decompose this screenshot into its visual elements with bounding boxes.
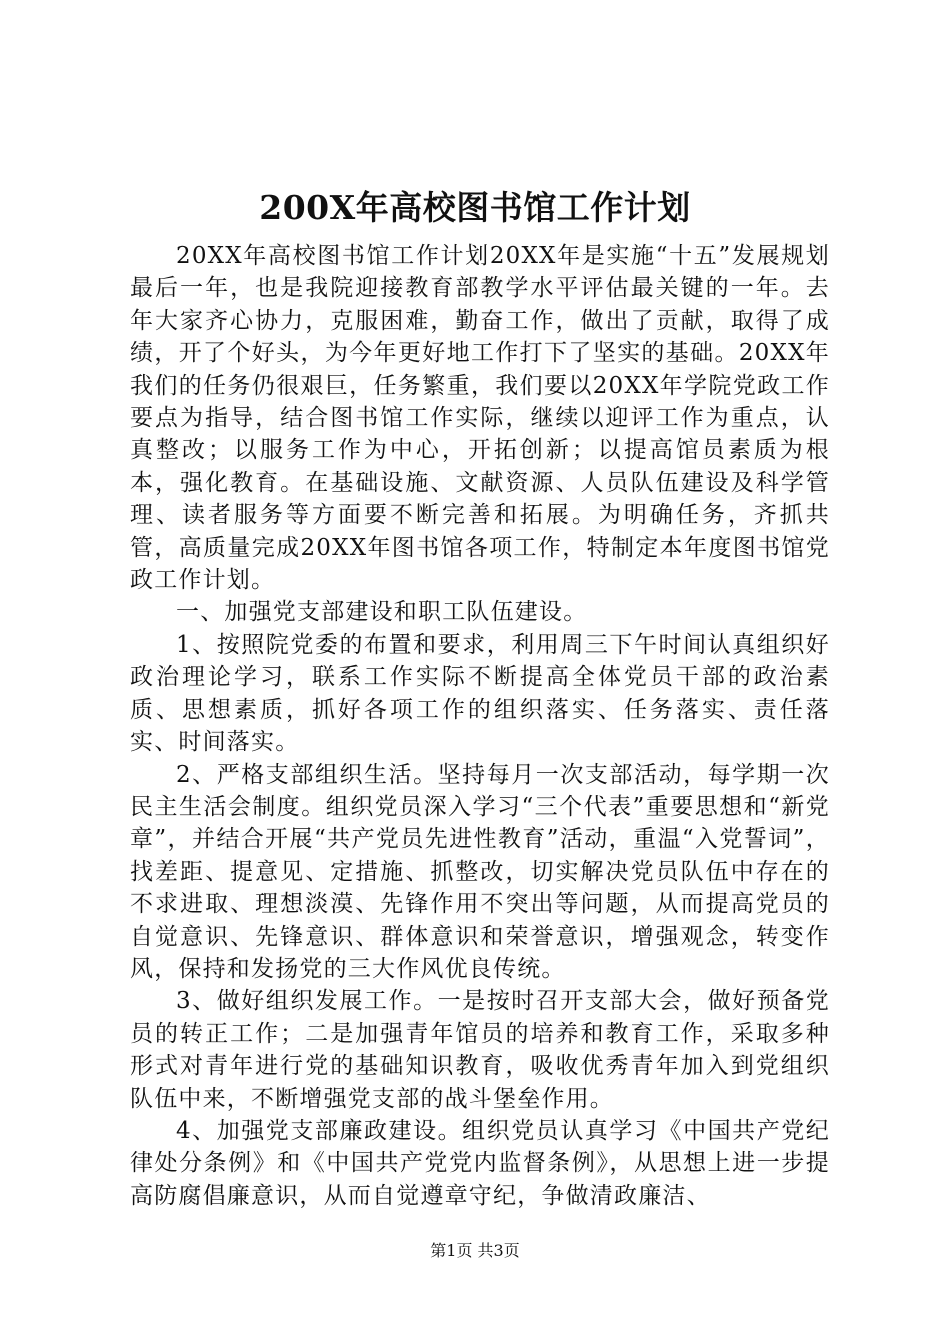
paragraph-item-1: 1、按照院党委的布置和要求，利用周三下午时间认真组织好政治理论学习，联系工作实际不断提高全体党员干部的政治素质、思想素质，抓好各项工作的组织落实、任务落实、责任落实、时间落实。 — [130, 631, 830, 756]
document-body — [130, 240, 830, 1212]
section-heading-1: 一、加强党支部建设和职工队伍建设。 — [176, 599, 588, 626]
paragraph-intro: 20XX年高校图书馆工作计划20XX年是实施“十五”发展规划最后一年，也是我院迎接教育部教学水平评估最关键的一年。去年大家齐心协力，克服困难，勤奋工作，做出了贡献，取得了成绩，开了个好头，为今年更好地工作打下了坚实的基础。20XX年我们的任务仍很艰巨，任务繁重，我们要以20XX年学院党政工作要点为指导，结合图书馆工作实际，继续以迎评工作为重点，认真整改；以服务工作为中心，开拓创新；以提高馆员素质为根本，强化教育。在基础设施、文献资源、人员队伍建设及科学管理、读者服务等方面要不断完善和拓展。为明确任务，齐抓共管，高质量完成20XX年图书馆各项工作，特制定本年度图书馆党政工作计划。 — [130, 243, 830, 594]
document-title: 200X年高校图书馆工作计划 — [259, 188, 691, 227]
paragraph-item-2: 2、严格支部组织生活。坚持每月一次支部活动，每学期一次民主生活会制度。组织党员深入学习“三个代表”重要思想和“新党章”，并结合开展“共产党员先进性教育”活动，重温“入党誓词”，找差距、提意见、定措施、抓整改，切实解决党员队伍中存在的不求进取、理想淡漠、先锋作用不突出等问题，从而提高党员的自觉意识、先锋意识、群体意识和荣誉意识，增强观念，转变作风，保持和发扬党的三大作风优良传统。 — [130, 761, 830, 982]
paragraph-item-3: 3、做好组织发展工作。一是按时召开支部大会，做好预备党员的转正工作；二是加强青年馆员的培养和教育工作，采取多种形式对青年进行党的基础知识教育，吸收优秀青年加入到党组织队伍中来，不断增强党支部的战斗堡垒作用。 — [130, 988, 830, 1112]
paragraph-item-4: 4、加强党支部廉政建设。组织党员认真学习《中国共产党纪律处分条例》和《中国共产党党内监督条例》，从思想上进一步提高防腐倡廉意识，从而自觉遵章守纪，争做清政廉洁、 — [130, 1117, 830, 1209]
page-footer: 第1页 共3页 — [430, 1241, 520, 1260]
